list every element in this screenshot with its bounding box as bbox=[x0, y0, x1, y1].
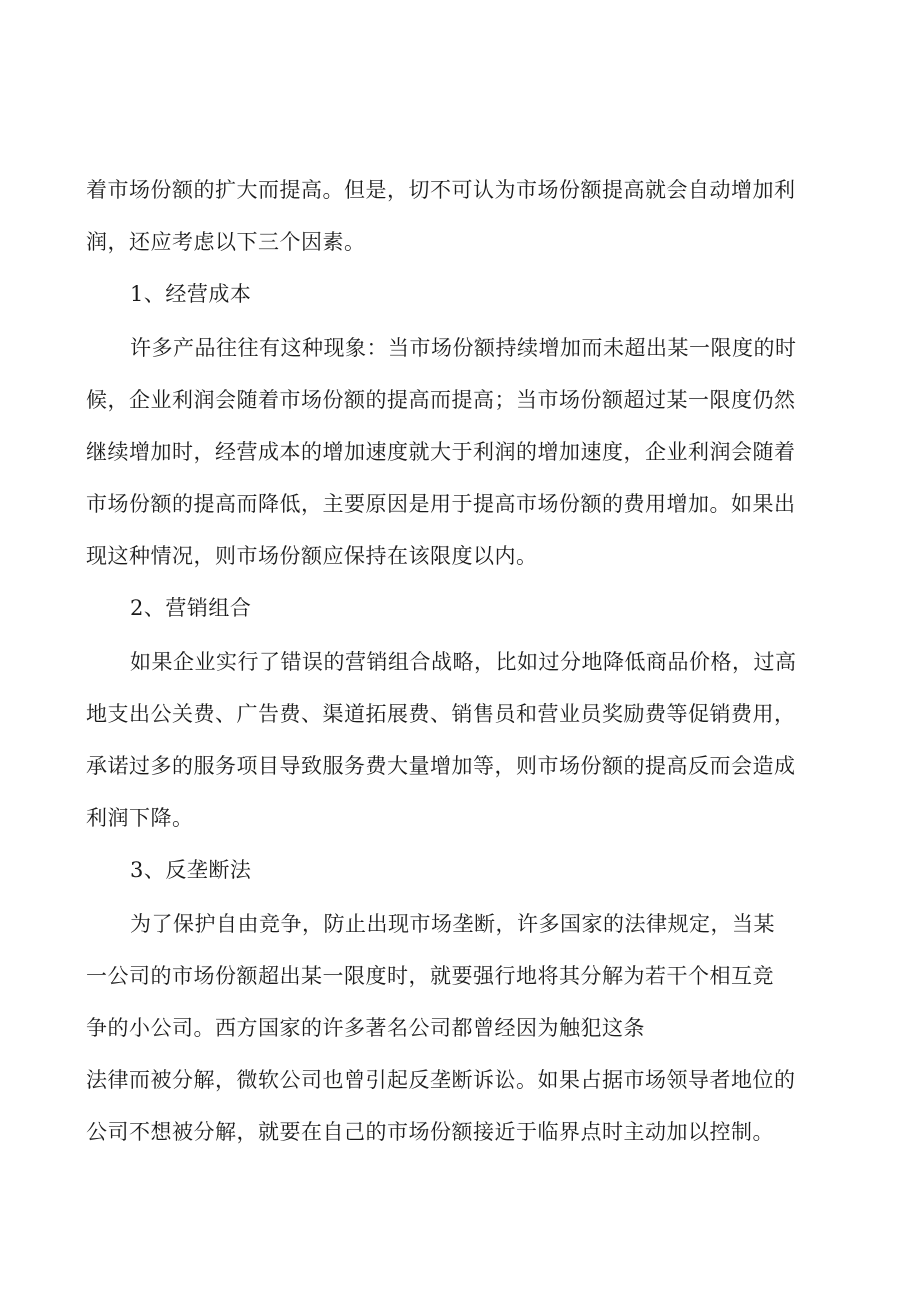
marketing-mix-paragraph-line-4: 利润下降。 bbox=[86, 806, 194, 830]
antitrust-paragraph-line-4: 法律而被分解，微软公司也曾引起反垄断诉讼。如果占据市场领导者地位的 bbox=[86, 1068, 796, 1092]
section-heading-operating-cost: 1、经营成本 bbox=[130, 282, 252, 306]
antitrust-paragraph-line-2: 一公司的市场份额超出某一限度时，就要强行地将其分解为若干个相互竞 bbox=[86, 964, 774, 988]
section-heading-marketing-mix: 2、营销组合 bbox=[130, 596, 252, 620]
paragraph-continuation-line-1: 着市场份额的扩大而提高。但是，切不可认为市场份额提高就会自动增加利 bbox=[86, 178, 796, 202]
operating-cost-paragraph-line-5: 现这种情况，则市场份额应保持在该限度以内。 bbox=[86, 544, 538, 568]
marketing-mix-paragraph-line-3: 承诺过多的服务项目导致服务费大量增加等，则市场份额的提高反而会造成 bbox=[86, 754, 796, 778]
section-heading-antitrust-law: 3、反垄断法 bbox=[130, 858, 252, 882]
operating-cost-paragraph-line-3: 继续增加时，经营成本的增加速度就大于利润的增加速度，企业利润会随着 bbox=[86, 440, 796, 464]
antitrust-paragraph-line-1: 为了保护自由竞争，防止出现市场垄断，许多国家的法律规定，当某 bbox=[130, 912, 775, 936]
operating-cost-paragraph-line-1: 许多产品往往有这种现象：当市场份额持续增加而未超出某一限度的时 bbox=[130, 336, 797, 360]
operating-cost-paragraph-line-4: 市场份额的提高而降低，主要原因是用于提高市场份额的费用增加。如果出 bbox=[86, 492, 796, 516]
antitrust-paragraph-line-5: 公司不想被分解，就要在自己的市场份额接近于临界点时主动加以控制。 bbox=[86, 1120, 774, 1144]
marketing-mix-paragraph-line-2: 地支出公关费、广告费、渠道拓展费、销售员和营业员奖励费等促销费用， bbox=[86, 702, 796, 726]
paragraph-continuation-line-2: 润，还应考虑以下三个因素。 bbox=[86, 230, 366, 254]
antitrust-paragraph-line-3: 争的小公司。西方国家的许多著名公司都曾经因为触犯这条 bbox=[86, 1016, 645, 1040]
operating-cost-paragraph-line-2: 候，企业利润会随着市场份额的提高而提高；当市场份额超过某一限度仍然 bbox=[86, 388, 796, 412]
marketing-mix-paragraph-line-1: 如果企业实行了错误的营销组合战略，比如过分地降低商品价格，过高 bbox=[130, 650, 797, 674]
